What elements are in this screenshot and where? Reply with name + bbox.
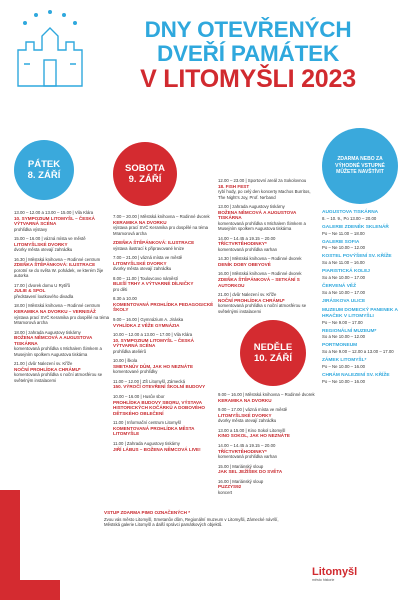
schedule-event — [218, 428, 318, 439]
event-name: SMETANŮV DŮM, JAK HO NEZNÁTE — [113, 363, 194, 369]
event-name: NOČNÍ PROHLÍDKA CHRÁMU* — [218, 297, 285, 303]
schedule-event — [218, 271, 318, 288]
event-desc: komentovaná prohlídka s noční atmosférou se světelnými instalacemi — [218, 303, 307, 314]
schedule-event — [14, 361, 114, 383]
schedule-event — [113, 358, 218, 375]
schedule-event — [14, 283, 114, 300]
schedule-event — [218, 292, 318, 314]
schedule-event — [218, 178, 318, 200]
event-meta: 9.00 – 16.00 | Městská knihovna – Rodinné dvorek — [218, 392, 315, 398]
event-meta: 10.00 – 12.00 a 13.00 – 17.00 | Vila Klára — [113, 332, 193, 338]
footer-text: Zvou vás město Litomyšl, Smetanův dům, Regionální muzeum v Litomyšli, Zámecké návrší, Městská galerie Litomyšl a další správci památkových objektů. — [104, 516, 279, 527]
event-desc: komentovaná prohlídka s Michalem Šimkem a Musejním spolkem Augustova tiskárna — [14, 346, 102, 357]
event-meta: 16.00 | Mariánský sloup — [218, 478, 264, 484]
event-meta: 15.00 – 16.00 | vázná místa ve městě — [14, 236, 86, 242]
event-name: KINO SOKOL, JAK HO NEZNÁTE — [218, 433, 290, 439]
event-desc: komentovaná prohlídka varhan — [218, 454, 278, 460]
event-name: KERAMIKA NA DVORKU — [113, 219, 167, 225]
event-name: BLEŠÍ TRHY A VÝTVARNÉ DÍLNIČKY — [113, 281, 194, 287]
event-meta: 11.00 | Informační centrum Litomyšl — [113, 420, 181, 426]
free-venue — [322, 225, 402, 236]
event-name: DENÍK DOBY OBEYOVÉ — [218, 261, 271, 267]
venue-hours: So a Ne 11.00 – 16.00 — [322, 260, 365, 266]
venue-hours: So a Ne 9.00 – 12.00 a 13.00 – 17.00 — [322, 349, 394, 355]
event-meta: 14.00 – 14.45 a 19.15 – 20.00 — [218, 235, 276, 241]
venue-name: MUZEUM DOMECKÝ PANENEK A HRAČEK V LITOMYŠLI — [322, 308, 398, 319]
free-entry-badge — [322, 128, 398, 204]
event-meta: 17.00 | dvorek domu U Rytířů — [14, 282, 71, 288]
venue-name: PORTMONEUM — [322, 343, 358, 349]
event-desc: dvorky města otevají zahrádku — [113, 266, 172, 272]
schedule-event — [14, 236, 114, 253]
event-name: BOŽENA NĚMCOVÁ A AUGUSTOVA TISKÁRNA — [14, 335, 93, 346]
venue-name: PIARISTICKÁ KOLEJ — [322, 269, 370, 275]
free-venues-list — [322, 210, 402, 388]
event-desc: porotní se do světa W. pohádek, ve kterém žije autorka — [14, 267, 104, 279]
event-name: VYHLÍDKA Z VĚŽE GYMNÁZIA — [113, 322, 180, 328]
event-meta: 18.00 | zahrada Augustovy tiskárny — [14, 329, 81, 335]
schedule-event — [113, 296, 218, 313]
schedule-event — [14, 257, 114, 279]
event-name: TŘÍCTVRTĚHODINKY* — [218, 241, 267, 247]
event-meta: 10.00 | škola — [113, 358, 138, 364]
venue-name: GALERIE SOFIA — [322, 239, 360, 245]
event-name: PUZZYS92 — [218, 484, 242, 490]
venue-hours: Po – Ne 10.00 – 16.00 — [322, 364, 366, 370]
event-name: 18. FISH FEST — [218, 183, 250, 189]
schedule-event — [218, 443, 318, 460]
red-corner-shape — [0, 490, 60, 600]
schedule-event — [113, 276, 218, 293]
event-name: ZDEŇKA ŠTĚPÁNKOVÁ: ILUSTRACE — [113, 240, 195, 246]
schedule-event — [113, 394, 218, 416]
venue-hours: Po – Ne 11.00 – 18.00 — [322, 230, 365, 236]
footer-note — [104, 510, 294, 528]
event-desc: prohlídka ateliérů — [113, 348, 146, 354]
event-meta: 12.00 – 23.00 | Sportovní areál za Sokolovnou — [218, 178, 307, 183]
venue-name: GALERIE ZDENĚK SKLENÁŘ — [322, 224, 389, 230]
schedule-event — [218, 479, 318, 496]
event-name: NOČNÍ PROHLÍDKA CHRÁMU* — [14, 366, 81, 372]
event-meta: 9.00 – 16.00 | Gymnázium A. Jiráska — [113, 317, 184, 323]
event-name: JULIE & SPOL — [14, 288, 46, 294]
event-meta: 8.30 a 10.00 — [113, 296, 137, 302]
event-name: LITOMYŠLSKÉ DVORKY — [14, 241, 68, 247]
schedule-event — [113, 441, 218, 452]
free-entry-label: ZDARMA NEBO ZA VÝHODNÉ VSTUPNÉ MŮŽETE NAVŠTÍVIT — [335, 156, 385, 176]
event-name: 10. SYMPOZIUM LITOMYŠL – ČESKÁ VÝTVARNÁ SCÉNA — [14, 215, 96, 227]
event-name: ZDEŇKA ŠTĚPÁNKOVÁ: ILUSTRACE — [14, 262, 96, 268]
schedule-event — [218, 236, 318, 253]
free-venue — [322, 299, 402, 305]
litomysl-brand-logo — [312, 566, 384, 582]
day-badge-label: NEDĚLE 10. ZÁŘÍ — [253, 342, 293, 364]
event-meta: 13.00 a 15.00 | Kino Sokol Litomyšl — [218, 427, 286, 433]
venue-hours: So a Ne 10.00 – 12.00 — [322, 334, 366, 340]
venue-name: CHRÁM NALEZENÍ SV. KŘÍŽE — [322, 373, 390, 379]
event-name: PROHLÍDKA BUDOVY SBORU, VÝSTAVA HISTORICKÝCH KOČÁRKŮ A DOBOVÉHO DĚTSKÉHO OBLEČENÍ — [113, 399, 205, 416]
event-desc: dvorky města otevají zahrádku — [218, 418, 277, 424]
event-desc: výstava ilustrací k připravované knize — [113, 245, 185, 251]
title-line-1: DNY OTEVŘENÝCH — [144, 17, 352, 42]
schedule-event — [113, 379, 218, 390]
event-meta: 13.00 – 12.00 a 13.00 – 15.00 | Vila Klára — [14, 210, 94, 215]
poster-title — [96, 18, 400, 93]
logo-subtitle: město historie — [312, 577, 335, 582]
event-meta: 16.30 | Městská knihovna – Rodinné centrum — [14, 256, 101, 262]
litomysl-crown-logo — [6, 6, 92, 98]
event-name: 150. VÝROČÍ OTEVŘENÍ ŠKOLNÍ BUDOVY — [113, 384, 206, 390]
event-name: KOMENTOVANÁ PROHLÍDKA PEDAGOGICKÉ ŠKOLY — [113, 301, 214, 313]
title-line-2: DVEŘÍ PAMÁTEK — [157, 41, 339, 66]
event-meta: 8.00 – 11.00 | Toulovcovo náměstí — [113, 275, 178, 281]
event-desc: dvorky města otevají zahrádku — [14, 247, 73, 253]
event-meta: 21.00 | dvůr Nalezení sv. Kříže — [218, 292, 277, 298]
venue-name: KOSTEL POVÝŠENÍ SV. KŘÍŽE — [322, 254, 392, 260]
event-meta: 11.00 – 12.00 | ZŠ Litomyšl, Zámecká — [113, 378, 185, 384]
event-desc: prohlídka výstavy — [14, 226, 48, 232]
venue-name: REGIONÁLNÍ MUZEUM* — [322, 328, 377, 334]
venue-name: AUGUSTOVA TISKÁRNA — [322, 210, 379, 215]
event-desc: výstava prací SVČ Keramika pro dospělé na téma Mramorová archa — [113, 225, 209, 236]
schedule-event — [113, 420, 218, 437]
day-badge-saturday — [113, 142, 177, 206]
event-desc: komentovaná prohlídka s Michalem Šimkem a Musejním spolkem Augustova tiskárna — [218, 220, 306, 232]
sunday-badge-spacer — [218, 318, 318, 392]
day-badge-label: SOBOTA 9. ZÁŘÍ — [125, 163, 165, 185]
event-name: LITOMYŠLSKÉ DVORKY — [113, 260, 167, 266]
logo-word: Litomyšl — [312, 565, 358, 578]
event-name: 10. SYMPOZIUM LITOMYŠL – ČESKÁ VÝTVARNÁ SCÉNA — [113, 337, 195, 349]
event-name: BOŽENA NĚMCOVÁ A AUGUSTOVA TISKÁRNA — [218, 209, 297, 221]
free-venue — [322, 240, 402, 251]
free-venue — [322, 254, 402, 265]
free-venue — [322, 343, 402, 354]
event-name: LITOMYŠLSKÉ DVORKY — [218, 412, 272, 418]
event-name: TŘÍCTVRTĚHODINKY* — [218, 448, 267, 454]
free-venue — [322, 308, 402, 325]
event-desc: výstava prací SVČ Keramika pro dospělé na téma Mramorová archa — [14, 314, 110, 326]
event-desc: představení loutkového divadla — [14, 293, 74, 299]
event-name: KERAMIKA NA DVORKU — [218, 397, 272, 403]
footer-title: VSTUP ZDARMA PIMO OZNAČENÝCH * — [104, 510, 191, 515]
free-venue — [322, 210, 402, 221]
event-name: KOMENTOVANÁ PROHLÍDKA MĚSTA LITOMYŠLE — [113, 425, 195, 437]
schedule-event — [113, 214, 218, 236]
schedule-event — [113, 255, 218, 272]
free-venue — [322, 358, 402, 369]
schedule-event — [113, 240, 218, 251]
event-meta: 21.00 | dvůr Nalezení sv. Kříže — [14, 361, 73, 367]
day-badge-label: PÁTEK 8. ZÁŘÍ — [27, 159, 61, 181]
event-meta: 16.00 | Městská knihovna – Rodinné dvorek — [218, 271, 302, 277]
event-desc: koncert — [218, 489, 233, 495]
day-badge-friday — [14, 140, 74, 200]
event-desc: komentovaná prohlídka s noční atmosférou se světelným instalacemi — [14, 372, 103, 383]
event-meta: 14.30 | Městská knihovna – Rodinné dvorek — [218, 256, 302, 262]
schedule-event — [113, 317, 218, 328]
schedule-event — [14, 210, 114, 232]
venue-name: JIRÁSKOVA ULICE — [322, 298, 366, 304]
schedule-event — [218, 204, 318, 232]
event-meta: 10.00 – 16.00 | Husův sbor — [113, 394, 165, 400]
sunday-schedule — [218, 178, 318, 499]
schedule-event — [218, 407, 318, 424]
event-name: ZDEŇKA ŠTĚPÁNKOVÁ – SETKÁNÍ S AUTORKOU — [218, 276, 300, 288]
schedule-event — [218, 392, 318, 403]
event-desc: komentované prohlídky — [113, 369, 158, 375]
free-venue — [322, 373, 402, 384]
event-name: KERAMIKA NA DVORKU – VERNISÁŽ — [14, 308, 96, 314]
event-meta: 7.00 – 21.00 | vázná místa ve městě — [113, 255, 183, 261]
free-venue — [322, 284, 402, 295]
free-venue — [322, 269, 402, 280]
free-venue — [322, 329, 402, 340]
schedule-event — [14, 330, 114, 358]
event-meta: 15.00 | Mariánský sloup — [218, 463, 264, 469]
saturday-schedule — [113, 214, 218, 456]
event-name: JIŘÍ LÁBUS – BOŽENA NĚMCOVÁ LIVE! — [113, 446, 201, 452]
venue-hours: So a Ne 10.00 – 17.00 — [322, 274, 366, 280]
event-name: JAK SEL JEŽÍŠEK DO SVĚTA — [218, 469, 283, 475]
event-meta: 9.00 – 17.00 | vázná místa ve městě — [218, 407, 288, 413]
event-meta: 14.00 – 14.45 a 19.15 – 20.00 — [218, 443, 276, 449]
event-desc: rybí hody, po celý den koncerty Machos Burritos, The Night's Joy, Prof. Ne'band — [218, 189, 311, 200]
event-meta: 11.00 | Zahrada Augustovy tiskárny — [113, 441, 180, 446]
friday-schedule — [14, 210, 114, 387]
schedule-event — [218, 464, 318, 475]
venue-hours: Po – Ne 10.00 – 12.00 — [322, 245, 366, 251]
title-line-3: V LITOMYŠLI 2023 — [140, 65, 356, 93]
schedule-event — [113, 332, 218, 354]
venue-name: ZÁMEK LITOMYŠL* — [322, 358, 367, 364]
schedule-event — [218, 256, 318, 267]
event-desc: komentovaná prohlídka varhan — [218, 246, 278, 252]
event-meta: 13.00 | zahrada Augustovy tiskárny — [218, 204, 285, 210]
venue-hours: Po – Ne 9.00 – 17.00 — [322, 319, 363, 325]
venue-hours: Po – Ne 10.00 – 16.00 — [322, 378, 366, 384]
event-meta: 7.00 – 20.00 | Městská knihovna – Rodinné dvorek — [113, 214, 210, 219]
venue-name: ČERVENÁ VĚŽ — [322, 283, 357, 289]
venue-hours: So a Ne 10.00 – 17.00 — [322, 289, 366, 295]
schedule-event — [14, 303, 114, 325]
event-desc: pro děti — [113, 286, 128, 292]
venue-hours: 8. – 10. 9., Po 13.00 – 20.00 — [322, 215, 377, 221]
event-meta: 18.00 | Městská knihovna – Rodinné centrum — [14, 303, 101, 309]
